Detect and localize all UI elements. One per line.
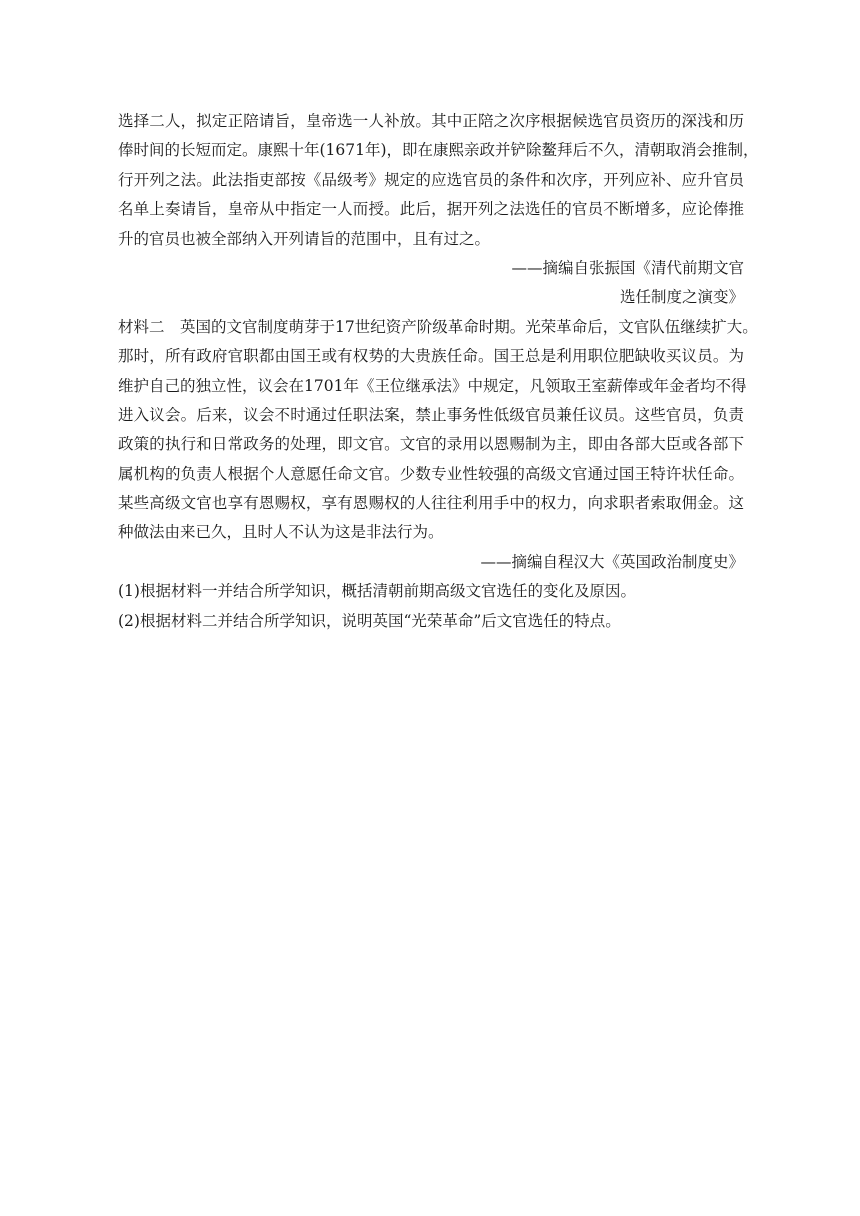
source-citation-line2: 选任制度之演变》 <box>619 288 744 307</box>
material-one-text <box>118 107 759 254</box>
paragraph-line: 材料二 英国的文官制度萌芽于17世纪资产阶级革命时期。光荣革命后，文官队伍继续扩大。 <box>118 317 758 336</box>
source-citation: ——摘编自程汉大《英国政治制度史》 <box>480 552 744 571</box>
paragraph-line: 选择二人，拟定正陪请旨，皇帝选一人补放。其中正陪之次序根据候选官员资历的深浅和历 <box>118 112 744 130</box>
material-two-text <box>118 313 758 548</box>
paragraph-line: 那时，所有政府官职都由国王或有权势的大贵族任命。国王总是利用职位肥缺收买议员。为 <box>118 347 744 366</box>
paragraph-line: 升的官员也被全部纳入开列请旨的范围中，且有过之。 <box>118 229 491 248</box>
document-page <box>118 107 759 636</box>
paragraph-line: 进入议会。后来，议会不时通过任职法案，禁止事务性低级官员兼任议员。这些官员，负责 <box>118 405 744 424</box>
paragraph-line: 俸时间的长短而定。康熙十年(1671年)，即在康熙亲政并铲除鳌拜后不久，清朝取消会推制， <box>118 141 759 160</box>
source-citation-line1: ——摘编自张振国《清代前期文官 <box>511 258 744 277</box>
paragraph-line: 政策的执行和日常政务的处理，即文官。文官的录用以恩赐制为主，即由各部大臣或各部下 <box>118 435 744 454</box>
paragraph-line: 属机构的负责人根据个人意愿任命文官。少数专业性较强的高级文官通过国王特许状任命。 <box>118 464 744 483</box>
paragraph-line: 种做法由来已久，且时人不认为这是非法行为。 <box>118 523 444 542</box>
question-1: (1)根据材料一并结合所学知识，概括清朝前期高级文官选任的变化及原因。 <box>118 582 636 601</box>
paragraph-line: 某些高级文官也享有恩赐权，享有恩赐权的人往往利用手中的权力，向求职者索取佣金。这 <box>118 494 744 513</box>
paragraph-line: 维护自己的独立性，议会在1701年《王位继承法》中规定，凡领取王室薪俸或年金者均不得 <box>118 376 747 395</box>
paragraph-line: 名单上奏请旨，皇帝从中指定一人而授。此后，据开列之法选任的官员不断增多，应论俸推 <box>118 200 744 219</box>
paragraph-line: 行开列之法。此法指吏部按《品级考》规定的应选官员的条件和次序，开列应补、应升官员 <box>118 170 744 189</box>
question-2: (2)根据材料二并结合所学知识，说明英国“光荣革命”后文官选任的特点。 <box>118 611 621 630</box>
